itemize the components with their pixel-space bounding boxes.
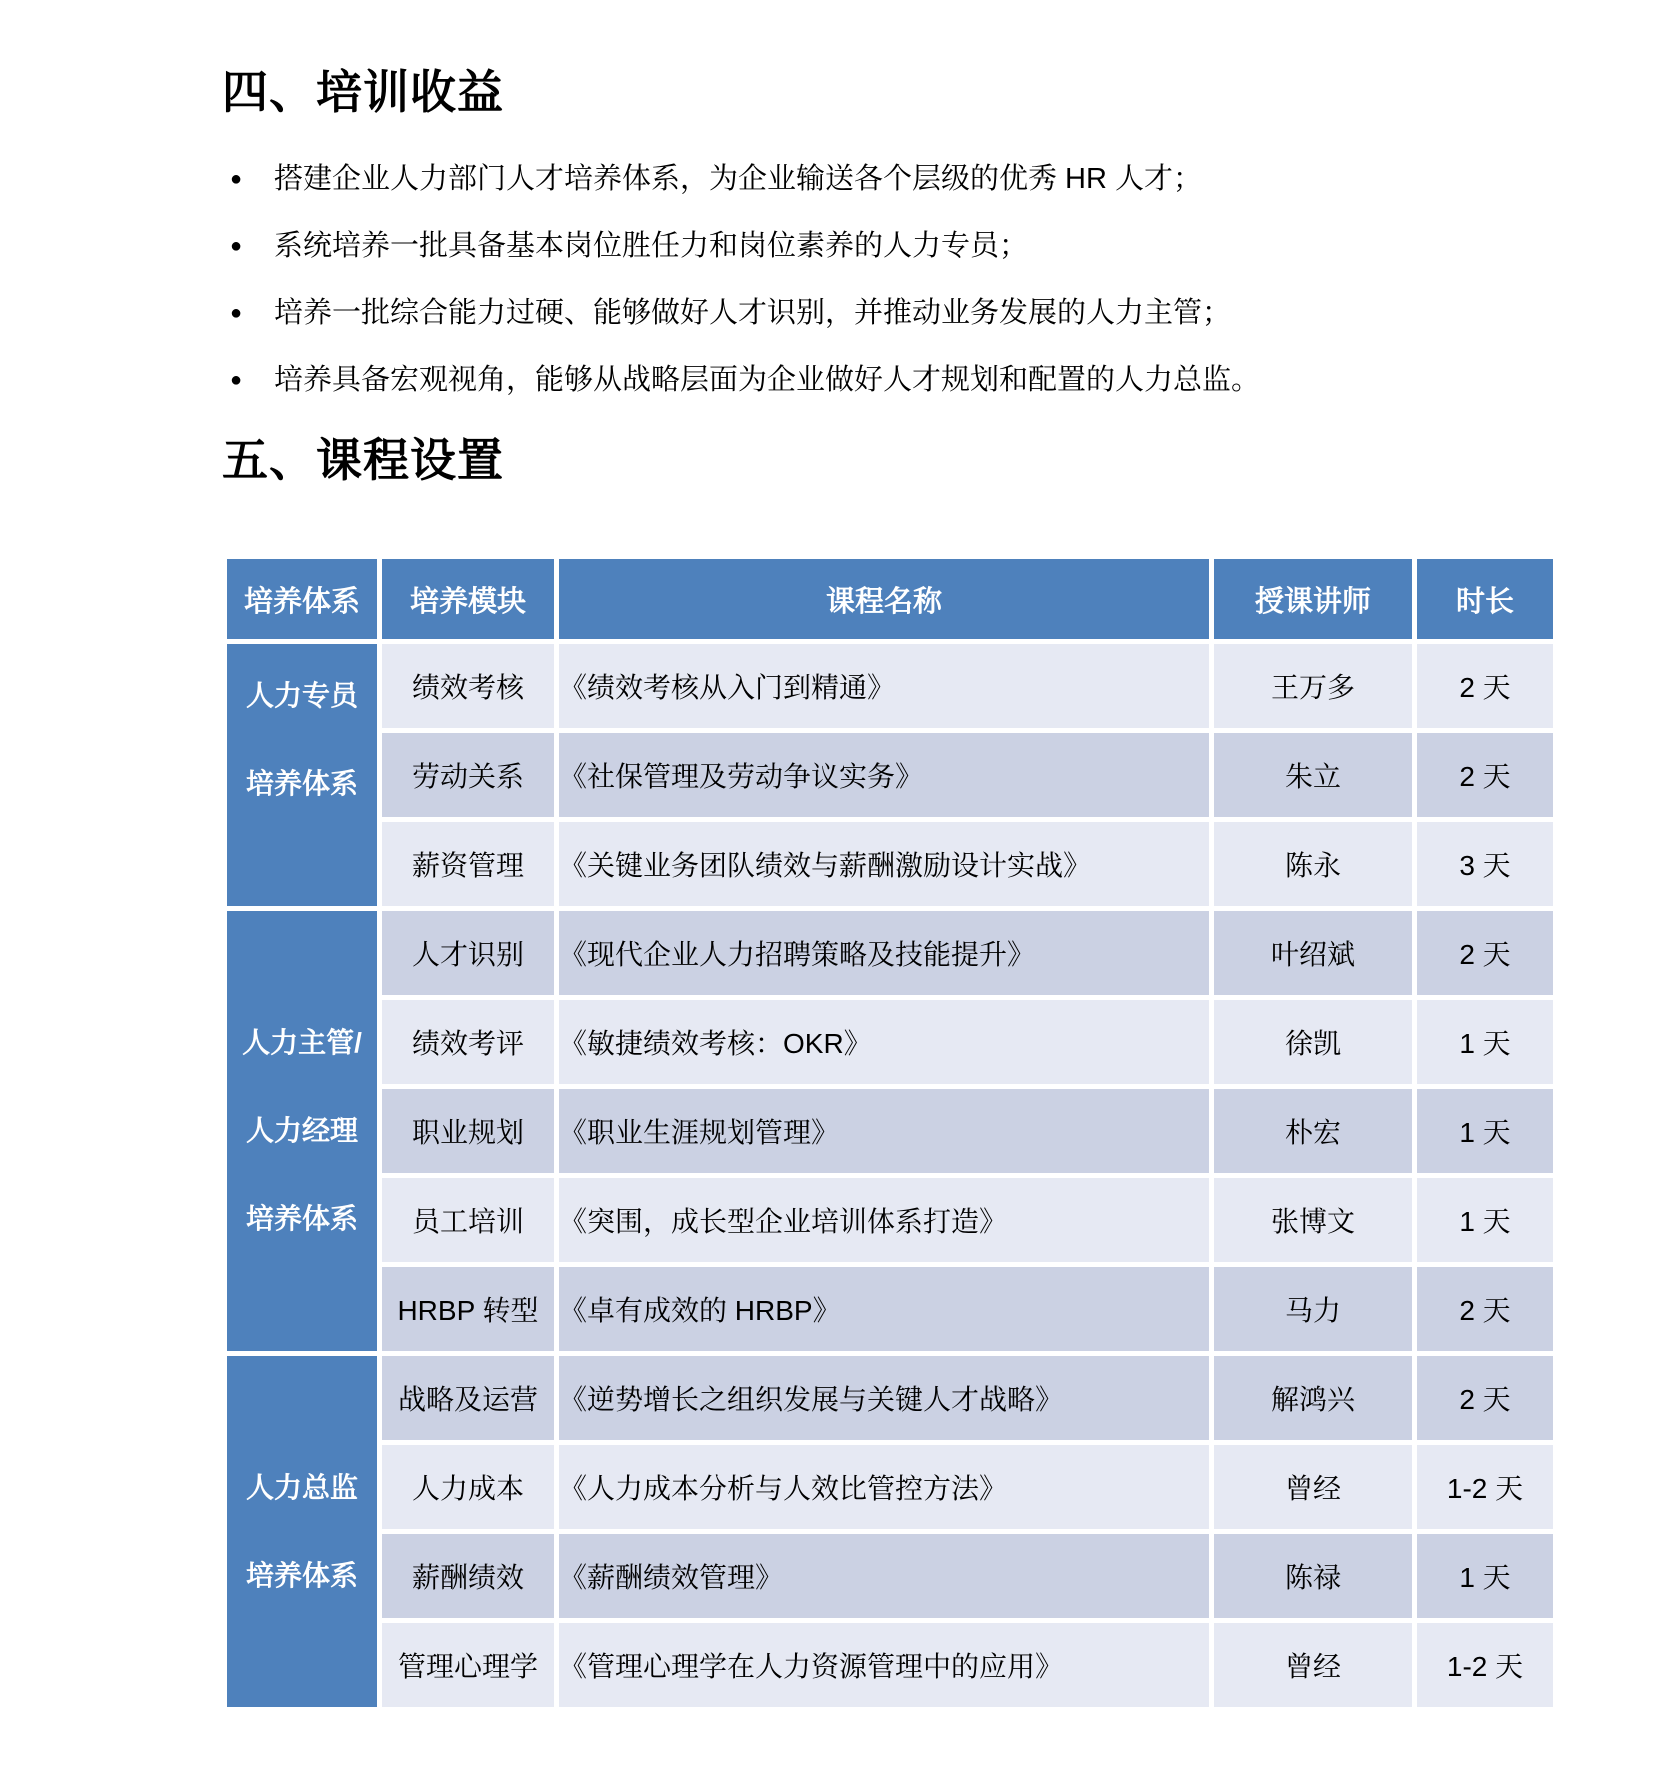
training-system-line: 人力主管/ [242,1027,362,1058]
cell-module: 薪资管理 [382,822,554,906]
training-system-line: 培养体系 [245,768,358,799]
cell-duration: 1 天 [1417,1534,1553,1618]
training-system-line: 人力总监 [245,1471,358,1503]
training-system-line: 人力经理 [245,1115,358,1146]
bullet-icon: ● [230,302,243,324]
table-row [227,822,1553,906]
cell-course: 《逆势增长之组织发展与关键人才战略》 [559,1356,1209,1440]
cell-duration: 2 天 [1417,733,1553,817]
training-system-cell [227,911,377,1351]
training-system-line: 培养体系 [245,1559,358,1591]
cell-lecturer: 朴宏 [1214,1089,1412,1173]
table-row [227,1445,1553,1529]
table-row [227,644,1553,728]
table-row [227,733,1553,817]
course-table-body [227,644,1553,1707]
cell-course: 《职业生涯规划管理》 [559,1089,1209,1173]
cell-lecturer: 陈禄 [1214,1534,1412,1618]
cell-course: 《绩效考核从入门到精通》 [559,644,1209,728]
table-row [227,1089,1553,1173]
bullet-text: 搭建企业人力部门人才培养体系，为企业输送各个层级的优秀 HR 人才； [274,163,1203,195]
cell-duration: 1-2 天 [1417,1623,1553,1707]
cell-duration: 1-2 天 [1417,1445,1553,1529]
cell-course: 《社保管理及劳动争议实务》 [559,733,1209,817]
cell-lecturer: 曾经 [1214,1445,1412,1529]
table-row [227,1000,1553,1084]
cell-lecturer: 陈永 [1214,822,1412,906]
cell-duration: 2 天 [1417,1267,1553,1351]
header-cell-course: 课程名称 [559,559,1209,639]
bullet-icon: ● [230,235,243,257]
bullet-item [230,164,1654,195]
header-cell-system: 培养体系 [227,559,377,639]
table-row [227,1267,1553,1351]
cell-duration: 3 天 [1417,822,1553,906]
cell-course: 《管理心理学在人力资源管理中的应用》 [559,1623,1209,1707]
course-table [222,554,1558,1712]
header-cell-lecturer: 授课讲师 [1214,559,1412,639]
cell-lecturer: 马力 [1214,1267,1412,1351]
cell-lecturer: 张博文 [1214,1178,1412,1262]
benefits-list [222,164,1654,396]
cell-duration: 1 天 [1417,1000,1553,1084]
training-system-cell [227,644,377,906]
section-title-benefits: 四、培训收益 [222,66,504,118]
cell-module: 绩效考评 [382,1000,554,1084]
bullet-item [230,231,1654,262]
bullet-text: 培养具备宏观视角，能够从战略层面为企业做好人才规划和配置的人力总监。 [274,364,1261,396]
cell-course: 《薪酬绩效管理》 [559,1534,1209,1618]
cell-course: 《卓有成效的 HRBP》 [559,1267,1209,1351]
table-header-row [227,559,1553,639]
bullet-icon: ● [230,168,243,190]
cell-module: 薪酬绩效 [382,1534,554,1618]
bullet-item [230,298,1654,329]
cell-course: 《关键业务团队绩效与薪酬激励设计实战》 [559,822,1209,906]
bullet-text: 系统培养一批具备基本岗位胜任力和岗位素养的人力专员； [274,230,1029,262]
cell-lecturer: 曾经 [1214,1623,1412,1707]
section-title-courses: 五、课程设置 [222,434,504,486]
cell-course: 《现代企业人力招聘策略及技能提升》 [559,911,1209,995]
cell-duration: 1 天 [1417,1089,1553,1173]
cell-module: 绩效考核 [382,644,554,728]
table-row [227,1534,1553,1618]
table-row [227,1356,1553,1440]
cell-course: 《人力成本分析与人效比管控方法》 [559,1445,1209,1529]
cell-module: 劳动关系 [382,733,554,817]
training-system-line: 人力专员 [245,680,358,711]
table-row [227,911,1553,995]
cell-lecturer: 叶绍斌 [1214,911,1412,995]
cell-lecturer: 解鸿兴 [1214,1356,1412,1440]
cell-lecturer: 朱立 [1214,733,1412,817]
bullet-item [230,365,1654,396]
cell-duration: 2 天 [1417,1356,1553,1440]
cell-course: 《敏捷绩效考核：OKR》 [559,1000,1209,1084]
bullet-text: 培养一批综合能力过硬、能够做好人才识别，并推动业务发展的人力主管； [274,297,1232,329]
cell-module: 职业规划 [382,1089,554,1173]
training-system-line: 培养体系 [245,1203,358,1234]
cell-lecturer: 徐凯 [1214,1000,1412,1084]
cell-module: 战略及运营 [382,1356,554,1440]
cell-duration: 2 天 [1417,644,1553,728]
bullet-icon: ● [230,369,243,391]
table-row [227,1178,1553,1262]
header-cell-module: 培养模块 [382,559,554,639]
header-cell-duration: 时长 [1417,559,1553,639]
cell-module: 人力成本 [382,1445,554,1529]
cell-duration: 2 天 [1417,911,1553,995]
cell-module: 员工培训 [382,1178,554,1262]
cell-duration: 1 天 [1417,1178,1553,1262]
training-system-cell [227,1356,377,1707]
cell-module: 人才识别 [382,911,554,995]
cell-module: HRBP 转型 [382,1267,554,1351]
cell-course: 《突围，成长型企业培训体系打造》 [559,1178,1209,1262]
cell-lecturer: 王万多 [1214,644,1412,728]
table-row [227,1623,1553,1707]
cell-module: 管理心理学 [382,1623,554,1707]
